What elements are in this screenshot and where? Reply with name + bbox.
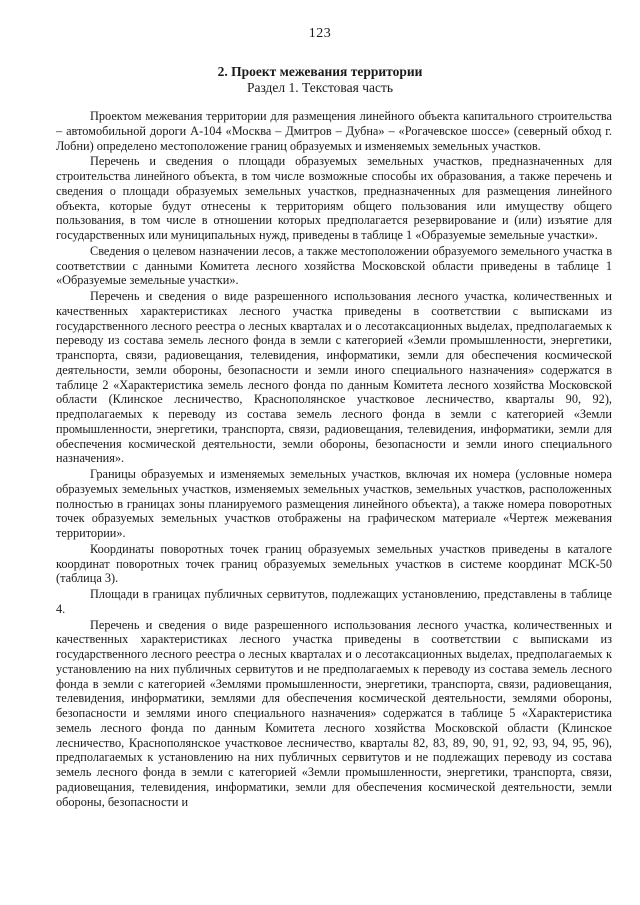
body-text xyxy=(56,109,612,810)
paragraph-5: Границы образуемых и изменяемых земельных участков, включая их номера (условные номера образуемых земельных участков, изменяемых земельных участков, земельных участков, расположенных полностью в границах зоны планируемого размещения линейного объекта), а также номера поворотных точек образуемых земельных участков отображены на графическом материале «Чертеж межевания территории». xyxy=(56,467,612,540)
paragraph-8: Перечень и сведения о виде разрешенного использования лесного участка, количественных и качественных характеристиках лесного участка приведены в соответствии с выписками из государственного лесного реестра о лесных кварталах и о лесотаксационных выделах, предполагаемых к установлению на них публичных сервитутов и не предполагаемых к переводу из состава земель лесного фонда в земли с категорией «Землями промышленности, энергетики, транспорта, связи, радиовещания, телевидения, информатики, землями для обеспечения космической деятельности, землями обороны, безопасности и землями иного специального назначения» содержатся в таблице 5 «Характеристика земель лесного фонда по данным Комитета лесного хозяйства Московской области (Клинское лесничество, Краснополянское участковое лесничество, кварталы 82, 83, 89, 90, 91, 92, 93, 94, 95, 96), предполагаемых к установлению на них публичных сервитутов и не подлежащих переводу из состава земель лесного фонда в земли с категорией «Земли промышленности, энергетики, транспорта, связи, радиовещания, телевидения, информатики, земли для обеспечения космической деятельности, земли обороны, безопасности и xyxy=(56,617,612,809)
section-subtitle: Раздел 1. Текстовая часть xyxy=(246,80,394,95)
paragraph-2: Перечень и сведения о площади образуемых земельных участков, предназначенных для строительства линейного объекта, в том числе возможные способы их образования, а также перечень и сведения о площади образуемых земельных участков, предназначенных для размещения линейного объекта, которые будут отнесены к территориям общего пользования или имуществу общего пользования, в том числе в отношении которых предполагается резервирование и (или) изъятие для государственных или муниципальных нужд, приведены в таблице 1 «Образуемые земельные участки». xyxy=(56,154,612,242)
page-number: 123 xyxy=(308,26,332,41)
paragraph-1: Проектом межевания территории для размещения линейного объекта капитального строительства – автомобильной дороги А-104 «Москва – Дмитров – Дубна» – «Рогачевское шоссе» (северный обход г. Лобни) определено местоположение границ образуемых и изменяемых земельных участков. xyxy=(56,109,612,153)
paragraph-3: Сведения о целевом назначении лесов, а также местоположении образуемого земельного участка в соответствии с данными Комитета лесного хозяйства Московской области приведены в таблице 1 «Образуемые земельные участки». xyxy=(56,243,612,288)
paragraph-6: Координаты поворотных точек границ образуемых земельных участков приведены в каталоге координат поворотных точек границ образуемых земельных участков в системе координат МСК-50 (таблица 3). xyxy=(56,541,612,586)
paragraph-7: Площади в границах публичных сервитутов, подлежащих установлению, представлены в таблице 4. xyxy=(56,587,612,616)
section-title: 2. Проект межевания территории xyxy=(217,64,423,79)
paragraph-4: Перечень и сведения о виде разрешенного использования лесного участка, количественных и качественных характеристиках лесного участка приведены в соответствии с выписками из государственного лесного реестра о лесных кварталах и о лесотаксационных выделах, предполагаемых к переводу из состава земель лесного фонда в земли с категорией «Земли промышленности, энергетики, транспорта, связи, радиовещания, телевидения, информатики, земли для обеспечения космической деятельности, земли обороны, безопасности и земли иного специального назначения» содержатся в таблице 2 «Характеристика земель лесного фонда по данным Комитета лесного хозяйства Московской области (Клинское лесничество, Краснополянское участковое лесничество, кварталы 90, 92), предполагаемых к переводу из состава земель лесного фонда в земли с категорией «Земли промышленности, энергетики, транспорта, связи, радиовещания, телевидения, информатики, земли для обеспечения космической деятельности, земли обороны, безопасности и земли иного специального назначения». xyxy=(56,289,612,466)
